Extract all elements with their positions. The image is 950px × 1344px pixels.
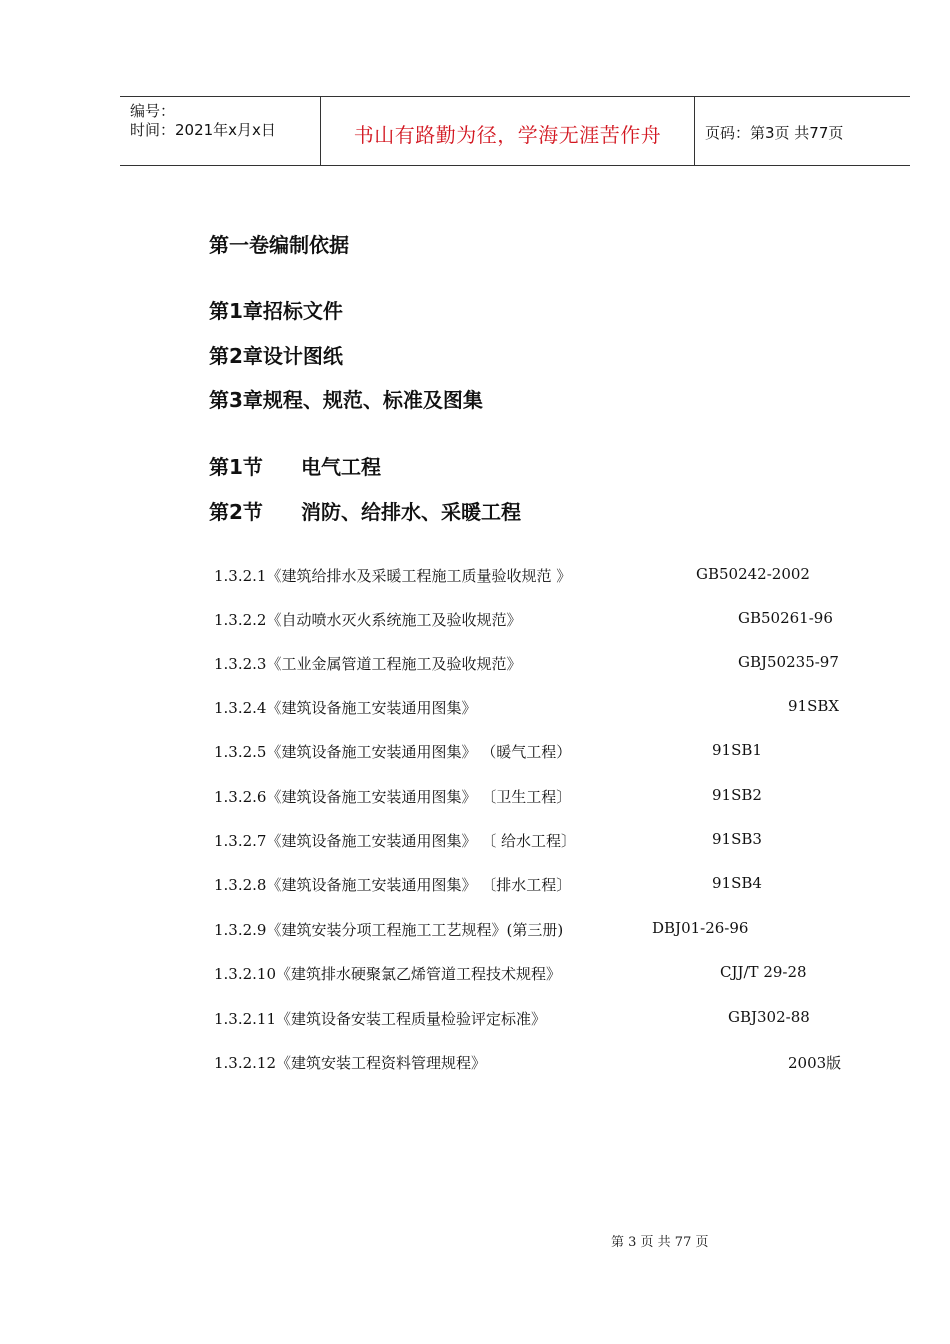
standard-title: 1.3.2.6《建筑设备施工安装通用图集》 〔卫生工程〕 <box>214 788 572 806</box>
standard-item <box>214 963 854 985</box>
standard-title: 1.3.2.5《建筑设备施工安装通用图集》 （暖气工程） <box>214 743 572 761</box>
document-code-label: 编号： <box>130 102 176 120</box>
section-heading <box>209 496 521 525</box>
standard-title: 1.3.2.3《工业金属管道工程施工及验收规范》 <box>214 655 522 673</box>
standard-title: 1.3.2.2《自动喷水灭火系统施工及验收规范》 <box>214 611 522 629</box>
page-header <box>120 96 910 166</box>
standard-item <box>214 609 854 631</box>
header-motto: 书山有路勤为径，学海无涯苦作舟 <box>353 123 662 147</box>
footer-page-number: 第 3 页 共 77 页 <box>611 1235 709 1250</box>
section-heading <box>209 451 381 480</box>
standard-code: 91SB1 <box>712 741 762 759</box>
standard-code: 2003版 <box>788 1054 842 1072</box>
standard-title: 1.3.2.11《建筑设备安装工程质量检验评定标准》 <box>214 1010 547 1028</box>
standard-item <box>214 919 854 941</box>
standard-code: 91SBX <box>788 697 840 715</box>
header-left-cell <box>120 97 321 165</box>
standard-title: 1.3.2.4《建筑设备施工安装通用图集》 <box>214 699 477 717</box>
header-page-code: 页码：第3页 共77页 <box>705 124 844 142</box>
standard-code: GB50242-2002 <box>696 565 810 583</box>
standard-title: 1.3.2.7《建筑设备施工安装通用图集》 〔 给水工程〕 <box>214 832 577 850</box>
section-title: 电气工程 <box>301 455 381 479</box>
standard-code: 91SB3 <box>712 830 762 848</box>
chapter-heading: 第1章招标文件 <box>209 299 343 323</box>
standard-item <box>214 874 854 896</box>
standard-item <box>214 830 854 852</box>
standard-item <box>214 1052 854 1074</box>
volume-title: 第一卷编制依据 <box>209 233 349 257</box>
header-middle-cell <box>321 97 695 165</box>
standard-code: GB50261-96 <box>738 609 833 627</box>
standard-item <box>214 1008 854 1030</box>
document-date-label: 时间：2021年x月x日 <box>130 121 276 139</box>
section-number: 第1节 <box>209 455 263 479</box>
standard-title: 1.3.2.8《建筑设备施工安装通用图集》 〔排水工程〕 <box>214 876 572 894</box>
standard-item <box>214 653 854 675</box>
standard-code: GBJ302-88 <box>728 1008 810 1026</box>
standard-code: DBJ01-26-96 <box>652 919 749 937</box>
standard-title: 1.3.2.10《建筑排水硬聚氯乙烯管道工程技术规程》 <box>214 965 562 983</box>
section-number: 第2节 <box>209 500 263 524</box>
standard-item <box>214 697 854 719</box>
header-right-cell <box>695 97 910 165</box>
standard-title: 1.3.2.1《建筑给排水及采暖工程施工质量验收规范 》 <box>214 567 572 585</box>
standard-item <box>214 565 854 587</box>
standard-item <box>214 786 854 808</box>
standard-title: 1.3.2.12《建筑安装工程资料管理规程》 <box>214 1054 487 1072</box>
section-title: 消防、给排水、采暖工程 <box>301 500 521 524</box>
standard-title: 1.3.2.9《建筑安装分项工程施工工艺规程》(第三册) <box>214 921 564 939</box>
standard-code: 91SB2 <box>712 786 762 804</box>
standard-code: CJJ/T 29-28 <box>720 963 807 981</box>
standard-item <box>214 741 854 763</box>
standard-code: GBJ50235-97 <box>738 653 839 671</box>
chapter-heading: 第2章设计图纸 <box>209 344 343 368</box>
standard-code: 91SB4 <box>712 874 762 892</box>
chapter-heading: 第3章规程、规范、标准及图集 <box>209 388 483 412</box>
